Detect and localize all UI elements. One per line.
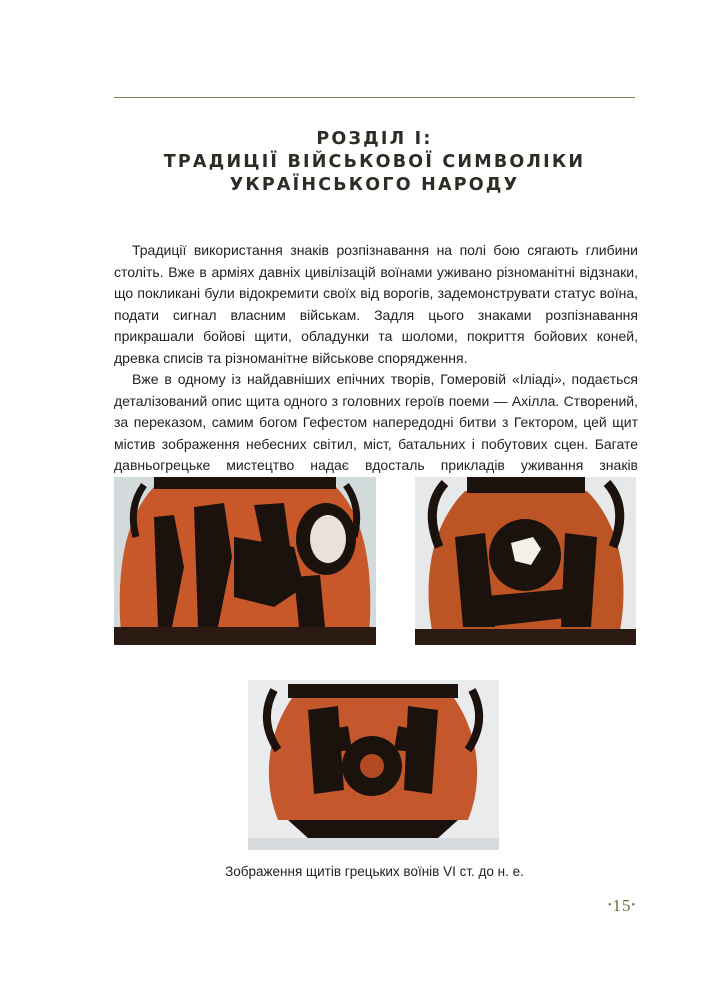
chapter-title-line-3: УКРАЇНСЬКОГО НАРОДУ [229,175,520,195]
body-text [114,240,638,498]
page-number [608,896,636,916]
chapter-heading [114,128,635,197]
page-dot-left: • [607,900,613,911]
figure-caption: Зображення щитів грецьких воїнів VI ст. до н. е. [225,864,524,879]
paragraph-1: Традиції використання знаків розпізнавання на полі бою сягають глибини століть. Вже в арміях давніх цивілізацій воїнами уживано різноманітні відзнаки, що покликані були відокремити своїх від ворогів, задемонструвати статус воїна, подати сигнал власним військам. Задля цього знаками розпізнавання прикрашали бойові щити, обладунки та шоломи, покриття бойових коней, древка списів та різноманітне військове спорядження. [114,242,638,366]
chapter-title-line-1: РОЗДІЛ І: [316,129,433,149]
header-rule [114,97,635,98]
vase-photo-1 [114,477,376,645]
chapter-title-line-2: ТРАДИЦІЇ ВІЙСЬКОВОЇ СИМВОЛІКИ [163,152,586,172]
vase-photo-3 [248,680,499,850]
vase-photo-2 [415,477,636,645]
paragraph-2: Вже в одному із найдавніших епічних творів, Гомеровій «Іліаді», подається деталізований опис щита одного з головних героїв поеми — Ахілла. Створений, за переказом, самим богом Гефестом напередодні битви з Гектором, цей щит містив зображення небесних світил, міст, батальних і побутових сцен. Багате давньогрецьке мистецтво надає вдосталь прикладів уживання знаків [114,371,638,473]
page-dot-right: • [631,900,636,911]
page-number-value: 15 [612,896,632,915]
